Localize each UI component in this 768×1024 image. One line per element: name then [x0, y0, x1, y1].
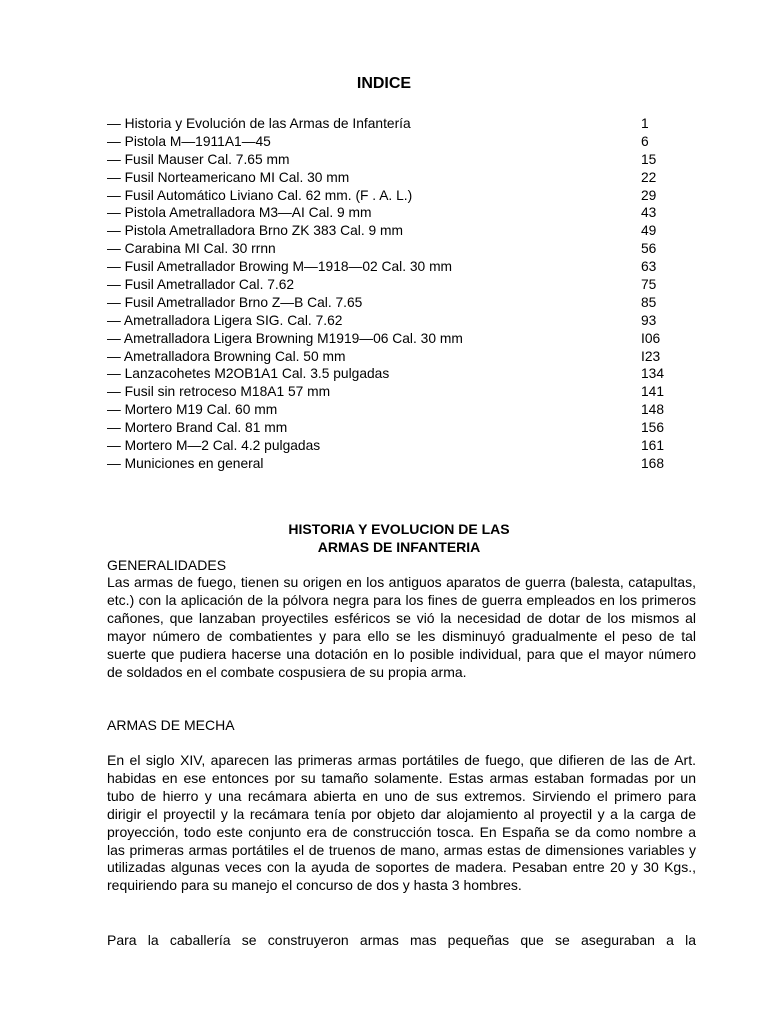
toc-entry-label: — Municiones en general — [107, 455, 264, 471]
caballeria-paragraph: Para la caballería se construyeron armas mas pequeñas que se aseguraban a la — [107, 932, 696, 948]
section-title — [0, 520, 768, 556]
toc-entry — [107, 294, 707, 312]
toc-entry-label: — Pistola Ametralladora M3—AI Cal. 9 mm — [107, 205, 372, 221]
toc-entry-label: — Pistola M—1911A1—45 — [107, 133, 271, 149]
toc-entry-label: — Lanzacohetes M2OB1A1 Cal. 3.5 pulgadas — [107, 366, 390, 382]
toc-entry — [107, 348, 707, 366]
toc-entry-page-number: 15 — [641, 151, 657, 167]
toc-entry-label: — Mortero M—2 Cal. 4.2 pulgadas — [107, 438, 321, 454]
generalidades-heading: GENERALIDADES — [107, 557, 227, 573]
toc-entry-page-number: 56 — [641, 241, 657, 257]
toc-entry-page-number: 63 — [641, 259, 657, 275]
toc-entry-page-number: I06 — [641, 330, 661, 346]
toc-entry — [107, 187, 707, 205]
toc-entry-label: — Ametralladora Ligera Browning M1919—06 Cal. 30 mm — [107, 330, 463, 346]
toc-entry-page-number: 1 — [641, 116, 649, 131]
toc-entry-page-number: 6 — [641, 133, 649, 149]
toc-entry-page-number: 141 — [641, 384, 665, 400]
armas-de-mecha-paragraph: En el siglo XIV, aparecen las primeras armas portátiles de fuego, que difieren de las de Art. habidas en ese entonces por su tamaño solamente. Estas armas estaban formadas por un tubo de hierro y una recámara abierta en uno de sus extremos. Sirviendo el primero para dirigir el proyectil y la recámara tenía por objeto dar alojamiento al proyectil y a la carga de proyección, todo este conjunto era de construcción tosca. En España se da como nombre a las primeras armas portátiles el de truenos de mano, armas estas de dimensiones variables y utilizadas algunas veces con la ayuda de soportes de madera. Pesaban entre 20 y 30 Kgs., requiriendo para su manejo el concurso de dos y hasta 3 hombres. — [107, 752, 696, 894]
toc-entry-label: — Carabina MI Cal. 30 rrnn — [107, 241, 276, 257]
toc-entry — [107, 401, 707, 419]
toc-entry — [107, 437, 707, 455]
toc-entry-page-number: 22 — [641, 169, 657, 185]
toc-entry — [107, 455, 707, 473]
toc-entry-page-number: 168 — [641, 455, 665, 471]
toc-entry — [107, 169, 707, 187]
toc-entry — [107, 151, 707, 169]
toc-entry — [107, 330, 707, 348]
toc-entry-label: — Fusil Ametrallador Cal. 7.62 — [107, 277, 295, 293]
toc-entry-page-number: 85 — [641, 294, 657, 310]
toc-entry-page-number: 43 — [641, 205, 657, 221]
toc-entry — [107, 276, 707, 294]
toc-entry-label: — Ametralladora Ligera SIG. Cal. 7.62 — [107, 312, 343, 328]
toc-entry-page-number: 93 — [641, 312, 657, 328]
section-title-line-2: ARMAS DE INFANTERIA — [317, 539, 481, 555]
toc-entry-page-number: 134 — [641, 366, 665, 382]
toc-entry-label: — Ametralladora Browning Cal. 50 mm — [107, 348, 346, 364]
section-title-line-1: HISTORIA Y EVOLUCION DE LAS — [288, 521, 510, 537]
toc-entry-label: — Mortero Brand Cal. 81 mm — [107, 420, 288, 436]
toc-entry-label: — Historia y Evolución de las Armas de Infantería — [107, 116, 411, 131]
toc-entry — [107, 115, 707, 133]
toc-entry — [107, 312, 707, 330]
toc-entry — [107, 258, 707, 276]
generalidades-paragraph: Las armas de fuego, tienen su origen en los antiguos aparatos de guerra (balesta, catapultas, etc.) con la aplicación de la pólvora negra para los fines de guerra empleados en los primeros cañones, que lanzaban proyectiles esféricos se vió la necesidad de dotar de los mismos al mayor número de combatientes y para ello se les disminuyó gradualmente el peso de tal suerte que pudiera hacerse una dotación en lo posible individual, para que el mayor número de soldados en el combate cospusiera de su propia arma. — [107, 574, 696, 680]
toc-entry-page-number: 49 — [641, 223, 657, 239]
toc-entry-page-number: 75 — [641, 277, 657, 293]
toc-entry — [107, 383, 707, 401]
toc-entry-label: — Pistola Ametralladora Brno ZK 383 Cal. 9 mm — [107, 223, 403, 239]
toc-entry — [107, 240, 707, 258]
toc-entry — [107, 419, 707, 437]
toc-entry-page-number: 29 — [641, 187, 657, 203]
toc-entry-label: — Fusil Norteamericano MI Cal. 30 mm — [107, 169, 350, 185]
table-of-contents — [107, 115, 707, 473]
toc-entry-page-number: 161 — [641, 438, 665, 454]
toc-entry-label: — Fusil Ametrallador Brno Z—B Cal. 7.65 — [107, 294, 363, 310]
toc-entry-label: — Fusil Ametrallador Browing M—1918—02 Cal. 30 mm — [107, 259, 453, 275]
toc-entry-page-number: I23 — [641, 348, 661, 364]
toc-entry-label: — Fusil sin retroceso M18A1 57 mm — [107, 384, 331, 400]
toc-entry — [107, 365, 707, 383]
toc-entry — [107, 222, 707, 240]
toc-entry-label: — Fusil Mauser Cal. 7.65 mm — [107, 151, 290, 167]
armas-de-mecha-heading: ARMAS DE MECHA — [107, 717, 235, 733]
toc-entry-label: — Mortero M19 Cal. 60 mm — [107, 402, 278, 418]
toc-entry-label: — Fusil Automático Liviano Cal. 62 mm. (F . A. L.) — [107, 187, 413, 203]
toc-entry-page-number: 156 — [641, 420, 665, 436]
toc-entry-page-number: 148 — [641, 402, 665, 418]
index-title: INDICE — [356, 75, 412, 92]
toc-entry — [107, 204, 707, 222]
toc-entry — [107, 133, 707, 151]
